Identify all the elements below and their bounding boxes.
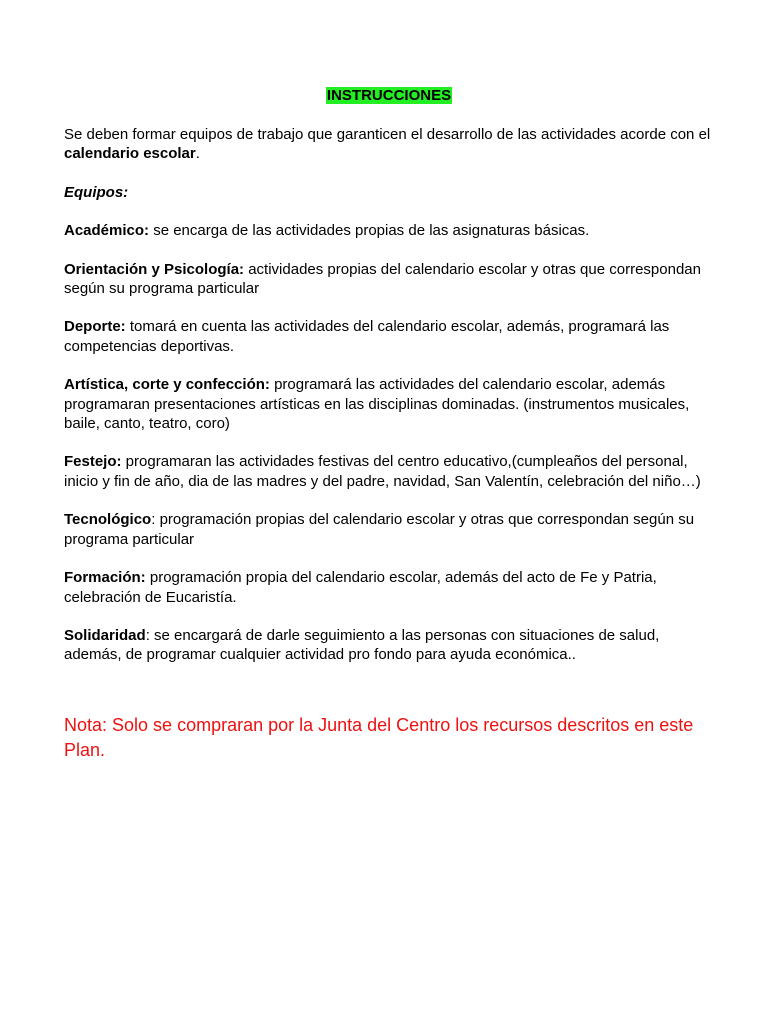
team-description: actividades propias del calendario escolar y otras que correspondan según su programa particular (64, 260, 701, 298)
team-solidaridad (64, 626, 714, 665)
team-description: : se encargará de darle seguimiento a las personas con situaciones de salud, además, de programar cualquier actividad pro fondo para ayuda económica.. (64, 626, 660, 664)
team-name: Orientación y Psicología: (64, 260, 245, 278)
equipos-heading-paragraph (64, 183, 714, 202)
equipos-heading: Equipos: (64, 183, 129, 201)
intro-text: Se deben formar equipos de trabajo que garanticen el desarrollo de las actividades acorde con el (64, 126, 711, 143)
team-description: programación propia del calendario escolar, además del acto de Fe y Patria, celebración de Eucaristía. (64, 569, 657, 606)
team-tecnologico (64, 510, 714, 549)
title-row (64, 85, 714, 107)
team-academico (64, 221, 714, 240)
team-description: tomará en cuenta las actividades del calendario escolar, además, programará las competencias deportivas. (64, 318, 670, 355)
team-festejo (64, 452, 714, 491)
team-formacion (64, 568, 714, 607)
team-deporte (64, 317, 714, 356)
intro-bold-text: calendario escolar (64, 145, 196, 163)
team-orientacion (64, 260, 714, 299)
document-page (64, 85, 714, 782)
team-name: Tecnológico (64, 511, 152, 529)
team-description: programará las actividades del calendario escolar, además programaran presentaciones artísticas en las disciplinas dominadas. (instrumentos musicales, baile, canto, teatro, coro) (64, 376, 690, 433)
team-name: Deporte: (64, 318, 126, 336)
team-name: Académico: (64, 222, 150, 240)
team-description: : programación propias del calendario escolar y otras que correspondan según su programa particular (64, 511, 695, 548)
team-artistica (64, 375, 714, 433)
team-name: Formación: (64, 569, 146, 587)
team-name: Festejo: (64, 453, 122, 471)
intro-text-end: . (195, 145, 200, 163)
team-name: Solidaridad (64, 626, 146, 644)
document-title: INSTRUCCIONES (326, 87, 452, 104)
team-name: Artística, corte y confección: (64, 376, 270, 394)
team-description: se encarga de las actividades propias de las asignaturas básicas. (149, 222, 590, 240)
intro-paragraph (64, 125, 714, 164)
note-text: Nota: Solo se compraran por la Junta del Centro los recursos descritos en este Plan. (64, 714, 694, 760)
team-description: programaran las actividades festivas del centro educativo,(cumpleaños del personal, inicio y fin de año, dia de las madres y del padre, navidad, San Valentín, celebración del niño…) (64, 453, 701, 490)
